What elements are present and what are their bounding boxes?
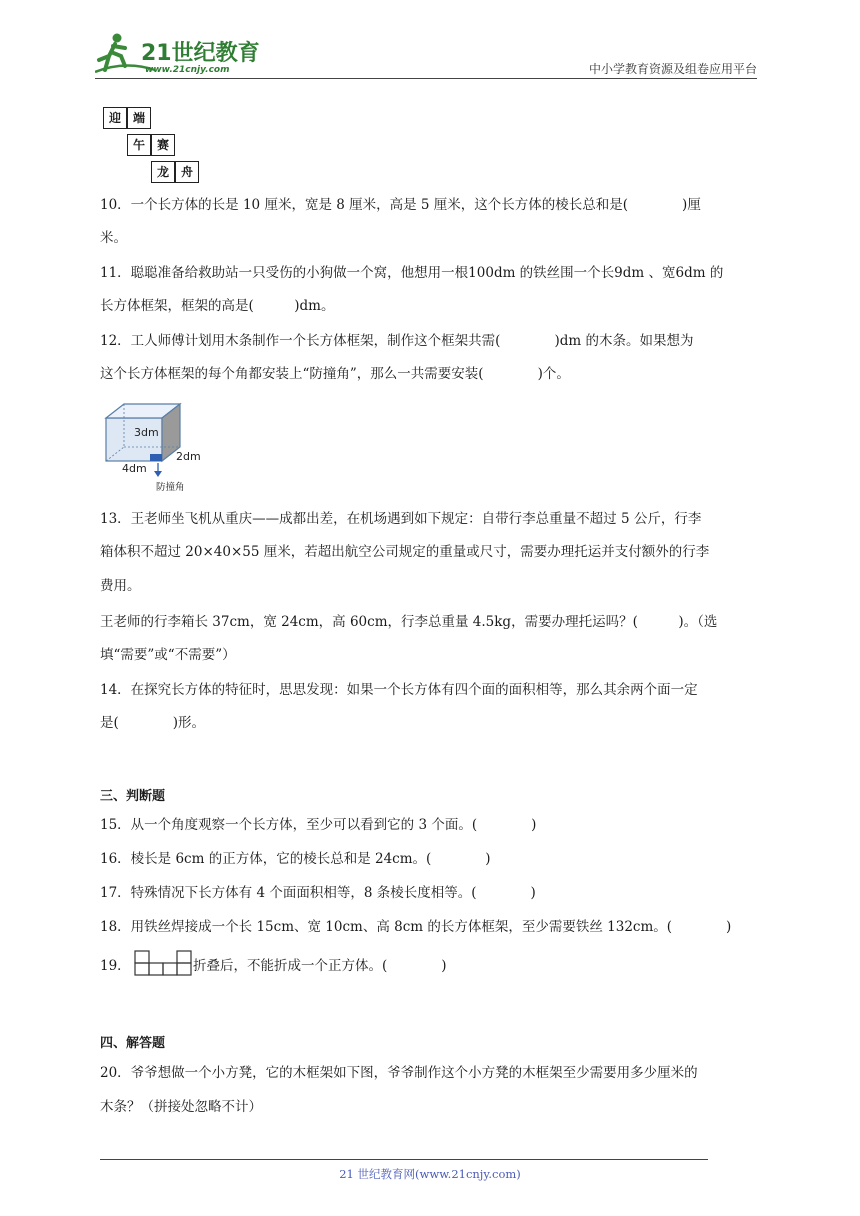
svg-text:4dm: 4dm (122, 462, 147, 475)
platform-name: 中小学教育资源及组卷应用平台 (588, 62, 757, 76)
question-19-number: 19． (100, 958, 131, 974)
grid-cell: 端 (127, 107, 151, 129)
question-16: 16．棱长是 6cm 的正方体，它的棱长总和是 24cm。( ) (100, 851, 491, 867)
question-20: 20．爷爷想做一个小方凳，它的木框架如下图，爷爷制作这个小方凳的木框架至少需要用多少厘米的 (100, 1065, 698, 1081)
cube-net-figure (131, 949, 193, 979)
section-judgment-title: 三、判断题 (100, 789, 166, 804)
question-12: 12．工人师傅计划用木条制作一个长方体框架，制作这个框架共需( )dm 的木条。如果想为 (100, 333, 694, 349)
footer-divider (100, 1159, 708, 1160)
question-13-sub-cont: 填“需要”或“不需要”） (100, 647, 236, 663)
question-14-cont: 是( )形。 (100, 715, 206, 731)
question-10-cont: 米。 (100, 230, 127, 246)
svg-text:防撞角: 防撞角 (156, 482, 185, 492)
question-13-cont: 费用。 (100, 578, 141, 594)
grid-cell: 龙 (151, 161, 175, 183)
question-11-cont: 长方体框架，框架的高是( )dm。 (100, 298, 335, 314)
svg-text:2dm: 2dm (176, 450, 201, 463)
grid-cell: 午 (127, 134, 151, 156)
question-19: 折叠后，不能折成一个正方体。( ) (193, 958, 447, 974)
question-18: 18．用铁丝焊接成一个长 15cm、宽 10cm、高 8cm 的长方体框架，至少需要铁丝 132cm。( ) (100, 919, 732, 935)
logo (95, 30, 265, 78)
header-divider (95, 78, 757, 79)
svg-text:www.21cnjy.com: www.21cnjy.com (145, 65, 230, 75)
question-20-cont: 木条？（拼接处忽略不计） (100, 1099, 262, 1115)
grid-cell: 赛 (151, 134, 175, 156)
question-10: 10．一个长方体的长是 10 厘米，宽是 8 厘米，高是 5 厘米，这个长方体的棱长总和是( )厘 (100, 197, 701, 213)
question-13-sub: 王老师的行李箱长 37cm，宽 24cm，高 60cm，行李总重量 4.5kg，需要办理托运吗？( )。（选 (100, 614, 718, 630)
question-13-cont: 箱体积不超过 20×40×55 厘米，若超出航空公司规定的重量或尺寸，需要办理托运并支付额外的行李 (100, 544, 710, 560)
page-header (95, 30, 757, 80)
question-13: 13．王老师坐飞机从重庆——成都出差，在机场遇到如下规定：自带行李总重量不超过 5 公斤，行李 (100, 511, 702, 527)
question-11: 11．聪聪准备给救助站一只受伤的小狗做一个窝，他想用一根100dm 的铁丝围一个长9dm 、宽6dm 的 (100, 265, 724, 281)
footer-text: 21 世纪教育网(www.21cnjy.com) (339, 1167, 521, 1181)
question-17: 17．特殊情况下长方体有 4 个面面积相等，8 条棱长度相等。( ) (100, 885, 536, 901)
question-12-cont: 这个长方体框架的每个角都安装上“防撞角”，那么一共需要安装( )个。 (100, 366, 570, 382)
question-15: 15．从一个角度观察一个长方体，至少可以看到它的 3 个面。( ) (100, 817, 537, 833)
question-14: 14．在探究长方体的特征时，思思发现：如果一个长方体有四个面的面积相等，那么其余两个面一定 (100, 682, 698, 698)
svg-text:21世纪教育: 21世纪教育 (141, 41, 260, 66)
grid-cell: 舟 (175, 161, 199, 183)
svg-text:3dm: 3dm (134, 426, 159, 439)
section-answer-title: 四、解答题 (100, 1036, 166, 1051)
cuboid-figure (104, 400, 214, 492)
grid-cell: 迎 (103, 107, 127, 129)
